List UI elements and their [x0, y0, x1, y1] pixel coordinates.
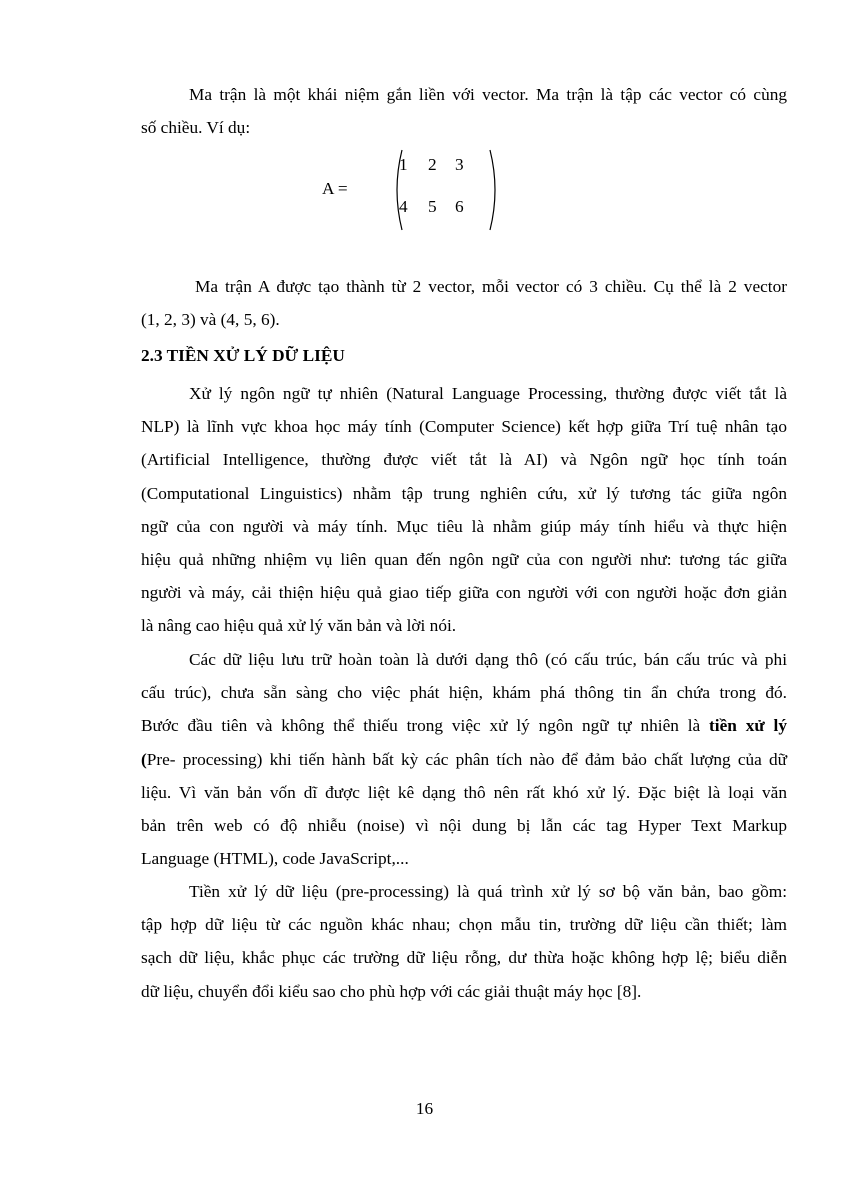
paragraph-nlp: [141, 377, 787, 643]
text-line: sạch dữ liệu, khắc phục các trường dữ liệu rỗng, dư thừa hoặc không hợp lệ; biểu diễn: [141, 948, 787, 968]
text-line: (Artificial Intelligence, thường được viết tắt là AI) và Ngôn ngữ học tính toán: [141, 450, 787, 470]
text-segment: Pre- processing) khi tiến hành bất kỳ các phân tích nào để đảm bảo chất lượng của dữ: [146, 749, 787, 769]
text-line: hiệu quả những nhiệm vụ liên quan đến ngôn ngữ của con người như: tương tác giữa: [141, 550, 787, 570]
text-line: Các dữ liệu lưu trữ hoàn toàn là dưới dạng thô (có cấu trúc, bán cấu trúc và phi: [189, 650, 787, 669]
text-line: (1, 2, 3) và (4, 5, 6).: [141, 310, 280, 330]
text-line: NLP) là lĩnh vực khoa học máy tính (Computer Science) kết hợp giữa Trí tuệ nhân tạo: [141, 417, 787, 437]
text-line: bản trên web có độ nhiễu (noise) vì nội dung bị lẫn các tag Hyper Text Markup: [141, 816, 787, 836]
matrix-cell: 4: [399, 197, 408, 216]
matrix: [392, 148, 504, 232]
text-line: liệu. Vì văn bản vốn dĩ được liệt kê dạng thô nên rất khó xử lý. Đặc biệt là loại văn: [141, 782, 787, 802]
paragraph-preprocessing: [141, 875, 787, 1008]
text-line: [141, 709, 787, 742]
bold-term: tiền xử lý: [709, 716, 788, 736]
text-line: ngữ của con người và máy tính. Mục tiêu là nhằm giúp máy tính hiểu và thực hiện: [141, 516, 787, 536]
text-segment: Bước đầu tiên và không thể thiếu trong việc xử lý ngôn ngữ tự nhiên là: [141, 716, 710, 736]
text-line: [141, 743, 787, 776]
matrix-cell: 3: [455, 155, 464, 174]
page-number: 16: [415, 1099, 434, 1118]
text-line: tập hợp dữ liệu từ các nguồn khác nhau; chọn mẫu tin, trường dữ liệu cần thiết; làm: [141, 915, 787, 935]
text-line: cấu trúc), chưa sẵn sàng cho việc phát hiện, khám phá thông tin ẩn chứa trong đó.: [141, 683, 787, 703]
paragraph-raw-data: [141, 643, 787, 875]
matrix-cell: 2: [428, 155, 437, 174]
matrix-note-paragraph: [141, 270, 787, 336]
text-line: Tiền xử lý dữ liệu (pre-processing) là quá trình xử lý sơ bộ văn bản, bao gồm:: [189, 882, 787, 901]
right-bracket: [490, 150, 495, 230]
text-line: Ma trận là một khái niệm gắn liền với vector. Ma trận là tập các vector có cùng: [189, 85, 787, 104]
text-line: Ma trận A được tạo thành từ 2 vector, mỗi vector có 3 chiều. Cụ thể là 2 vector: [195, 277, 787, 296]
matrix-cell: 1: [399, 155, 408, 174]
text-line: dữ liệu, chuyển đổi kiểu sao cho phù hợp với các giải thuật máy học [8].: [141, 981, 642, 1001]
matrix-brackets: [392, 148, 504, 232]
text-line: là nâng cao hiệu quả xử lý văn bản và lời nói.: [141, 616, 457, 636]
text-line: Language (HTML), code JavaScript,...: [141, 849, 409, 869]
text-line: Xử lý ngôn ngữ tự nhiên (Natural Language Processing, thường được viết tắt là: [189, 384, 787, 403]
matrix-cell: 5: [428, 197, 437, 216]
bold-paren: (: [141, 749, 147, 769]
text-line: người và máy, cải thiện hiệu quả giao tiếp giữa con người với con người hoặc đơn giản: [141, 583, 787, 603]
text-line: số chiều. Ví dụ:: [141, 118, 251, 138]
text-line: (Computational Linguistics) nhằm tập trung nghiên cứu, xử lý tương tác giữa ngôn: [141, 483, 787, 503]
intro-paragraph: [141, 78, 787, 144]
matrix-cell: 6: [455, 197, 464, 216]
section-heading: 2.3 TIỀN XỬ LÝ DỮ LIỆU: [141, 346, 345, 365]
matrix-label: A =: [322, 179, 348, 198]
